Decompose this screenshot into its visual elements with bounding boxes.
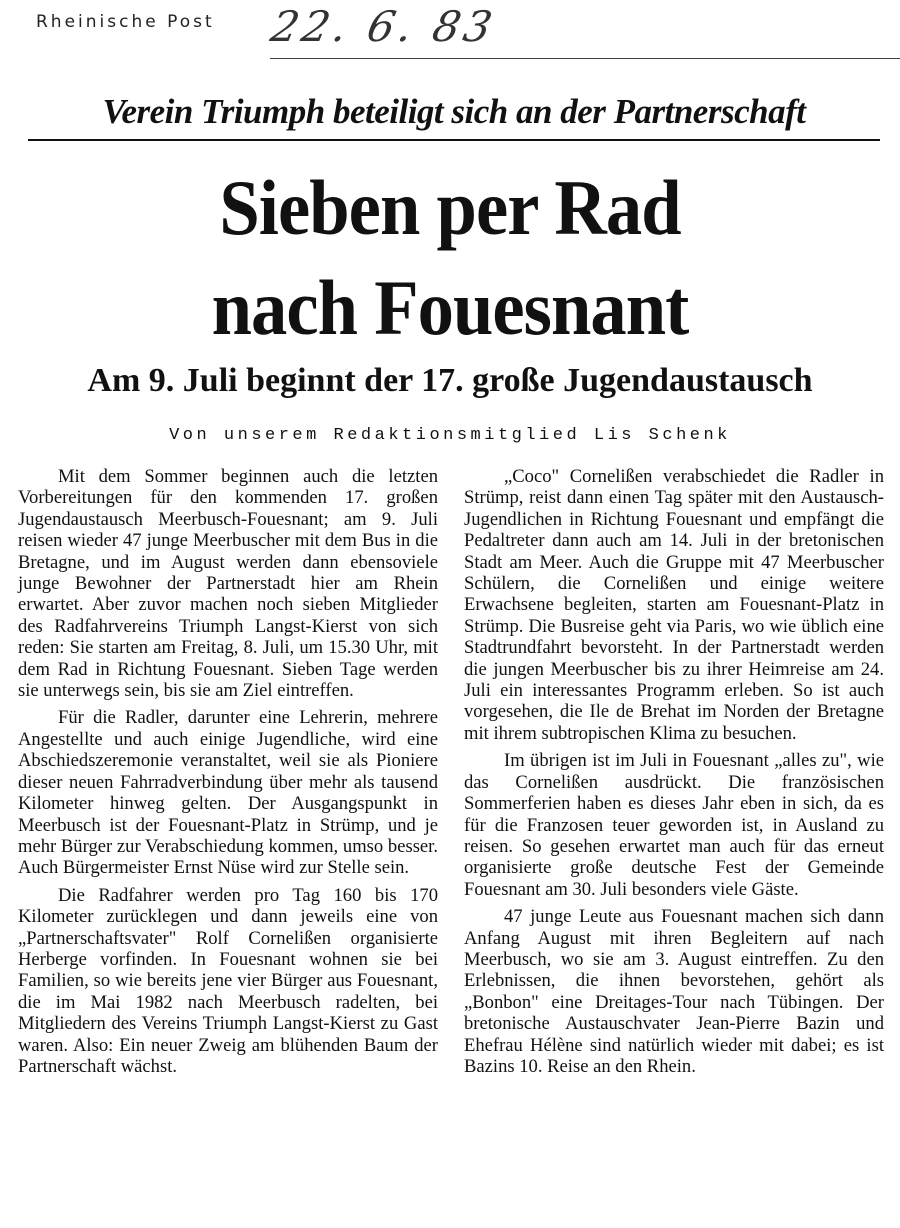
- article-paragraph: 47 junge Leute aus Fouesnant machen sich dann Anfang August mit ihren Begleitern auf nach Meerbusch, wo sie am 3. August eintreffen. Zu den Erlebnissen, die ihnen bevorstehen, gehört als „Bonbon" eine Dreitages-Tour nach Tübingen. Der bretonische Austauschvater Jean-Pierre Bazin und Ehefrau Hélène sind natürlich wieder mit dabei; es ist Bazins 10. Reise an den Rhein.: [464, 906, 884, 1077]
- article-column-left: [18, 466, 438, 1083]
- subheadline: Am 9. Juli beginnt der 17. große Jugendaustausch: [87, 362, 813, 399]
- article-paragraph: Mit dem Sommer beginnen auch die letzten Vorbereitungen für den kommenden 17. großen Jugendaustausch Meerbusch-Fouesnant; am 9. Juli reisen wieder 47 junge Meerbuscher mit dem Bus in die Bretagne, und im August werden dann ebensoviele junge Bewohner der Partnerstadt hier am Rhein erwartet. Aber zuvor machen noch sieben Mitglieder des Radfahrvereins Triumph Langst-Kierst von sich reden: Sie starten am Freitag, 8. Juli, um 15.30 Uhr, mit dem Rad in Richtung Fouesnant. Sieben Tage werden sie unterwegs sein, bis sie am Ziel eintreffen.: [18, 466, 438, 702]
- headline-line-1: Sieben per Rad: [219, 164, 681, 251]
- article-paragraph: Im übrigen ist im Juli in Fouesnant „alles zu", wie das Cornelißen ausdrückt. Die französischen Sommerferien haben es dieses Jahr eben in sich, da es für die Franzosen teuer geworden ist, in Ausland zu reisen. So gesehen erwartet man auch für das erneut organisierte große deutsche Fest der Gemeinde Fouesnant am 30. Juli besonders viele Gäste.: [464, 750, 884, 900]
- article-paragraph: Die Radfahrer werden pro Tag 160 bis 170 Kilometer zurücklegen und dann jeweils eine von „Partnerschaftsvater" Rolf Cornelißen organisierte Herberge vorfinden. In Fouesnant wohnen sie bei Familien, so wie bereits jene vier Bürger aus Fouesnant, die im Mai 1982 nach Meerbusch radelten, bei Mitgliedern des Vereins Triumph Langst-Kierst zu Gast waren. Also: Ein neuer Zweig am blühenden Baum der Partnerschaft wächst.: [18, 884, 438, 1077]
- article-column-right: [464, 466, 884, 1083]
- kicker-headline: Verein Triumph beteiligt sich an der Partnerschaft: [102, 92, 806, 131]
- masthead-rule: [270, 58, 900, 59]
- newspaper-name: Rheinische Post: [36, 12, 215, 32]
- article-paragraph: „Coco" Cornelißen verabschiedet die Radler in Strümp, reist dann einen Tag später mit den Austausch-Jugendlichen in Richtung Fouesnant und empfängt die Pedaltreter dann auch am 14. Juli in der bretonischen Stadt am Meer. Auch die Gruppe mit 47 Meerbuscher Schülern, die Cornelißen und einige weitere Erwachsene begleiten, starten am Fouesnant-Platz in Strümp. Die Busreise geht via Paris, wo wie üblich eine Stadtrundfahrt bevorsteht. In der Partnerstadt werden die jungen Meerbuscher bis zu ihrer Heimreise am 24. Juli ein interessantes Programm erleben. So ist auch vorgesehen, die Ile de Brehat im Norden der Bretagne mit ihrem subtropischen Klima zu besuchen.: [464, 466, 884, 744]
- handwritten-date: 22. 6. 83: [266, 2, 501, 51]
- main-headline: [32, 158, 869, 358]
- article-paragraph: Für die Radler, darunter eine Lehrerin, mehrere Angestellte und auch einige Jugendliche, wird eine Abschiedszeremonie veranstaltet, weil sie als Pioniere dieser neuen Fahrradverbindung über mehr als tausend Kilometer hinweg gelten. Der Ausgangspunkt in Meerbusch ist der Fouesnant-Platz in Strümp, und je mehr Bürger zur Verabschiedung kommen, umso besser. Auch Bürgermeister Ernst Nüse wird zur Stelle sein.: [18, 707, 438, 879]
- headline-line-2: nach Fouesnant: [211, 264, 689, 351]
- kicker-rule: [28, 139, 880, 141]
- byline: Von unserem Redaktionsmitglied Lis Schenk: [169, 426, 731, 445]
